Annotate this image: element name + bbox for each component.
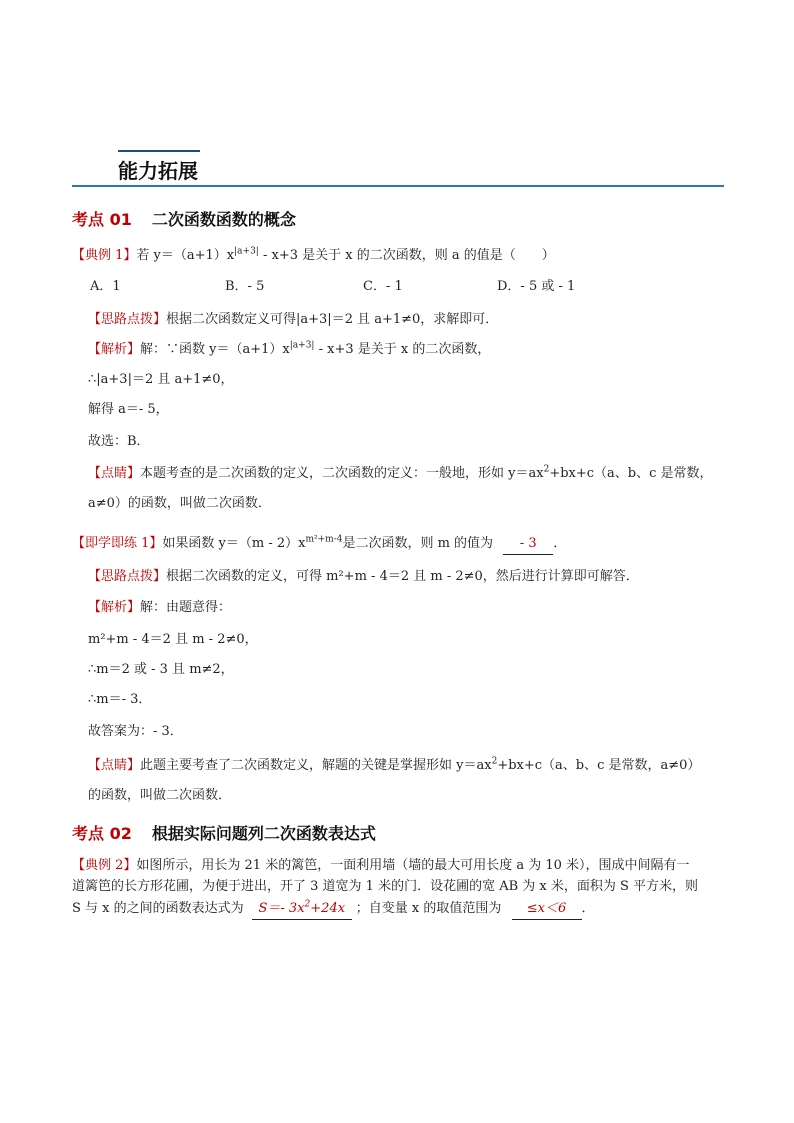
example1-step-1: ∴|a+3|＝2 且 a+1≠0，	[88, 372, 234, 387]
solution-text-b: - x+3 是关于 x 的二次函数，	[314, 342, 491, 357]
example1-question	[72, 246, 555, 266]
note-text-b: +bx+c（a、b、c 是常数，	[549, 466, 713, 481]
example2-text-1: 如图所示，用长为 21 米的篱笆，一面利用墙（墙的最大可用长度 a 为 10 米），围成中间隔有一	[136, 858, 690, 873]
solution-tag: 【解析】	[88, 600, 141, 615]
exponent: 2	[491, 756, 498, 767]
answer-blank-1: S＝- $3x^2+24x$	[252, 899, 352, 920]
example2-line-2: 道篱笆的长方形花圃，为便于进出，开了 3 道宽为 1 米的门．设花圃的宽 AB 为 x 米，面积为 S 平方米，则	[72, 879, 699, 894]
practice1-step-2: ∴m＝2 或 - 3 且 m≠2，	[88, 662, 234, 677]
question-text-a: 如果函数 y＝（m - 2）x	[162, 536, 306, 551]
practice1-step-3: ∴m＝- 3．	[88, 692, 152, 707]
kaodian-01-heading	[72, 208, 296, 232]
kaodian-label: 考点 01	[72, 210, 132, 229]
hint-tag: 【思路点拨】	[88, 312, 167, 327]
question-end: ．	[553, 536, 567, 551]
solution-tag: 【解析】	[88, 342, 141, 357]
practice-tag: 【即学即练 1】	[72, 536, 163, 551]
example2-line-1	[72, 856, 690, 876]
example1-step-2: 解得 a＝- 5，	[88, 402, 169, 417]
note-text-a: 此题主要考查了二次函数定义，解题的关键是掌握形如 y＝ax	[140, 758, 492, 773]
question-text-b: 是二次函数，则 m 的值为	[342, 536, 494, 551]
example1-note-cont: a≠0）的函数，叫做二次函数．	[88, 496, 271, 511]
example1-solution	[88, 340, 490, 360]
note-tag: 【点睛】	[88, 758, 141, 773]
example2-end: ．	[581, 901, 595, 916]
exponent: |a+3|	[289, 340, 315, 351]
exponent: 2	[543, 464, 550, 475]
kaodian-title: 二次函数函数的概念	[151, 210, 296, 229]
example-tag: 【典例 1】	[72, 248, 137, 263]
section-bottom-rule	[72, 185, 724, 187]
answer-blank-2: ≤x＜6	[512, 899, 582, 920]
practice1-solution	[88, 598, 231, 618]
practice1-step-1: m²+m - 4＝2 且 m - 2≠0，	[88, 632, 258, 647]
exponent: m²+m-4	[305, 534, 343, 545]
kaodian-label: 考点 02	[72, 824, 132, 843]
option-a: A．1	[90, 279, 121, 294]
option-d: D．- 5 或 - 1	[497, 279, 576, 294]
section-title: 能力拓展	[118, 159, 198, 183]
hint-tag: 【思路点拨】	[88, 569, 167, 584]
kaodian-title: 根据实际问题列二次函数表达式	[151, 824, 376, 843]
practice1-step-4: 故答案为：- 3．	[88, 724, 183, 739]
solution-text: 解：由题意得：	[140, 600, 232, 615]
example1-hint	[88, 310, 498, 330]
practice1-note	[88, 756, 700, 776]
exponent: |a+3|	[234, 246, 259, 257]
answer-blank: - 3	[503, 534, 553, 555]
question-text-a: 若 y＝（a+1）x	[136, 248, 235, 263]
example2-text-3b: ；自变量 x 的取值范围为	[355, 901, 502, 916]
option-c: C．- 1	[363, 279, 403, 294]
example2-line-3	[72, 899, 595, 920]
kaodian-02-heading	[72, 822, 376, 846]
note-text-a: 本题考查的是二次函数的定义，二次函数的定义：一般地，形如 y＝ax	[140, 466, 544, 481]
example1-step-3: 故选：B．	[88, 434, 150, 449]
hint-text: 根据二次函数的定义，可得 m²+m - 4＝2 且 m - 2≠0，然后进行计算即可解答．	[166, 569, 639, 584]
solution-text-a: 解：∵函数 y＝（a+1）x	[140, 342, 290, 357]
practice1-note-cont: 的函数，叫做二次函数．	[88, 788, 232, 803]
note-text-b: +bx+c（a、b、c 是常数，a≠0）	[497, 758, 701, 773]
section-top-rule	[118, 150, 200, 152]
hint-text: 根据二次函数定义可得|a+3|＝2 且 a+1≠0，求解即可．	[166, 312, 499, 327]
practice1-hint	[88, 567, 639, 587]
note-tag: 【点睛】	[88, 466, 141, 481]
example2-text-3a: S 与 x 的之间的函数表达式为	[72, 901, 244, 916]
example1-note	[88, 464, 713, 484]
example-tag: 【典例 2】	[72, 858, 137, 873]
option-b: B．- 5	[225, 279, 265, 294]
question-text-b: - x+3 是关于 x 的二次函数，则 a 的值是（ ）	[258, 248, 555, 263]
practice1-question	[72, 534, 566, 555]
